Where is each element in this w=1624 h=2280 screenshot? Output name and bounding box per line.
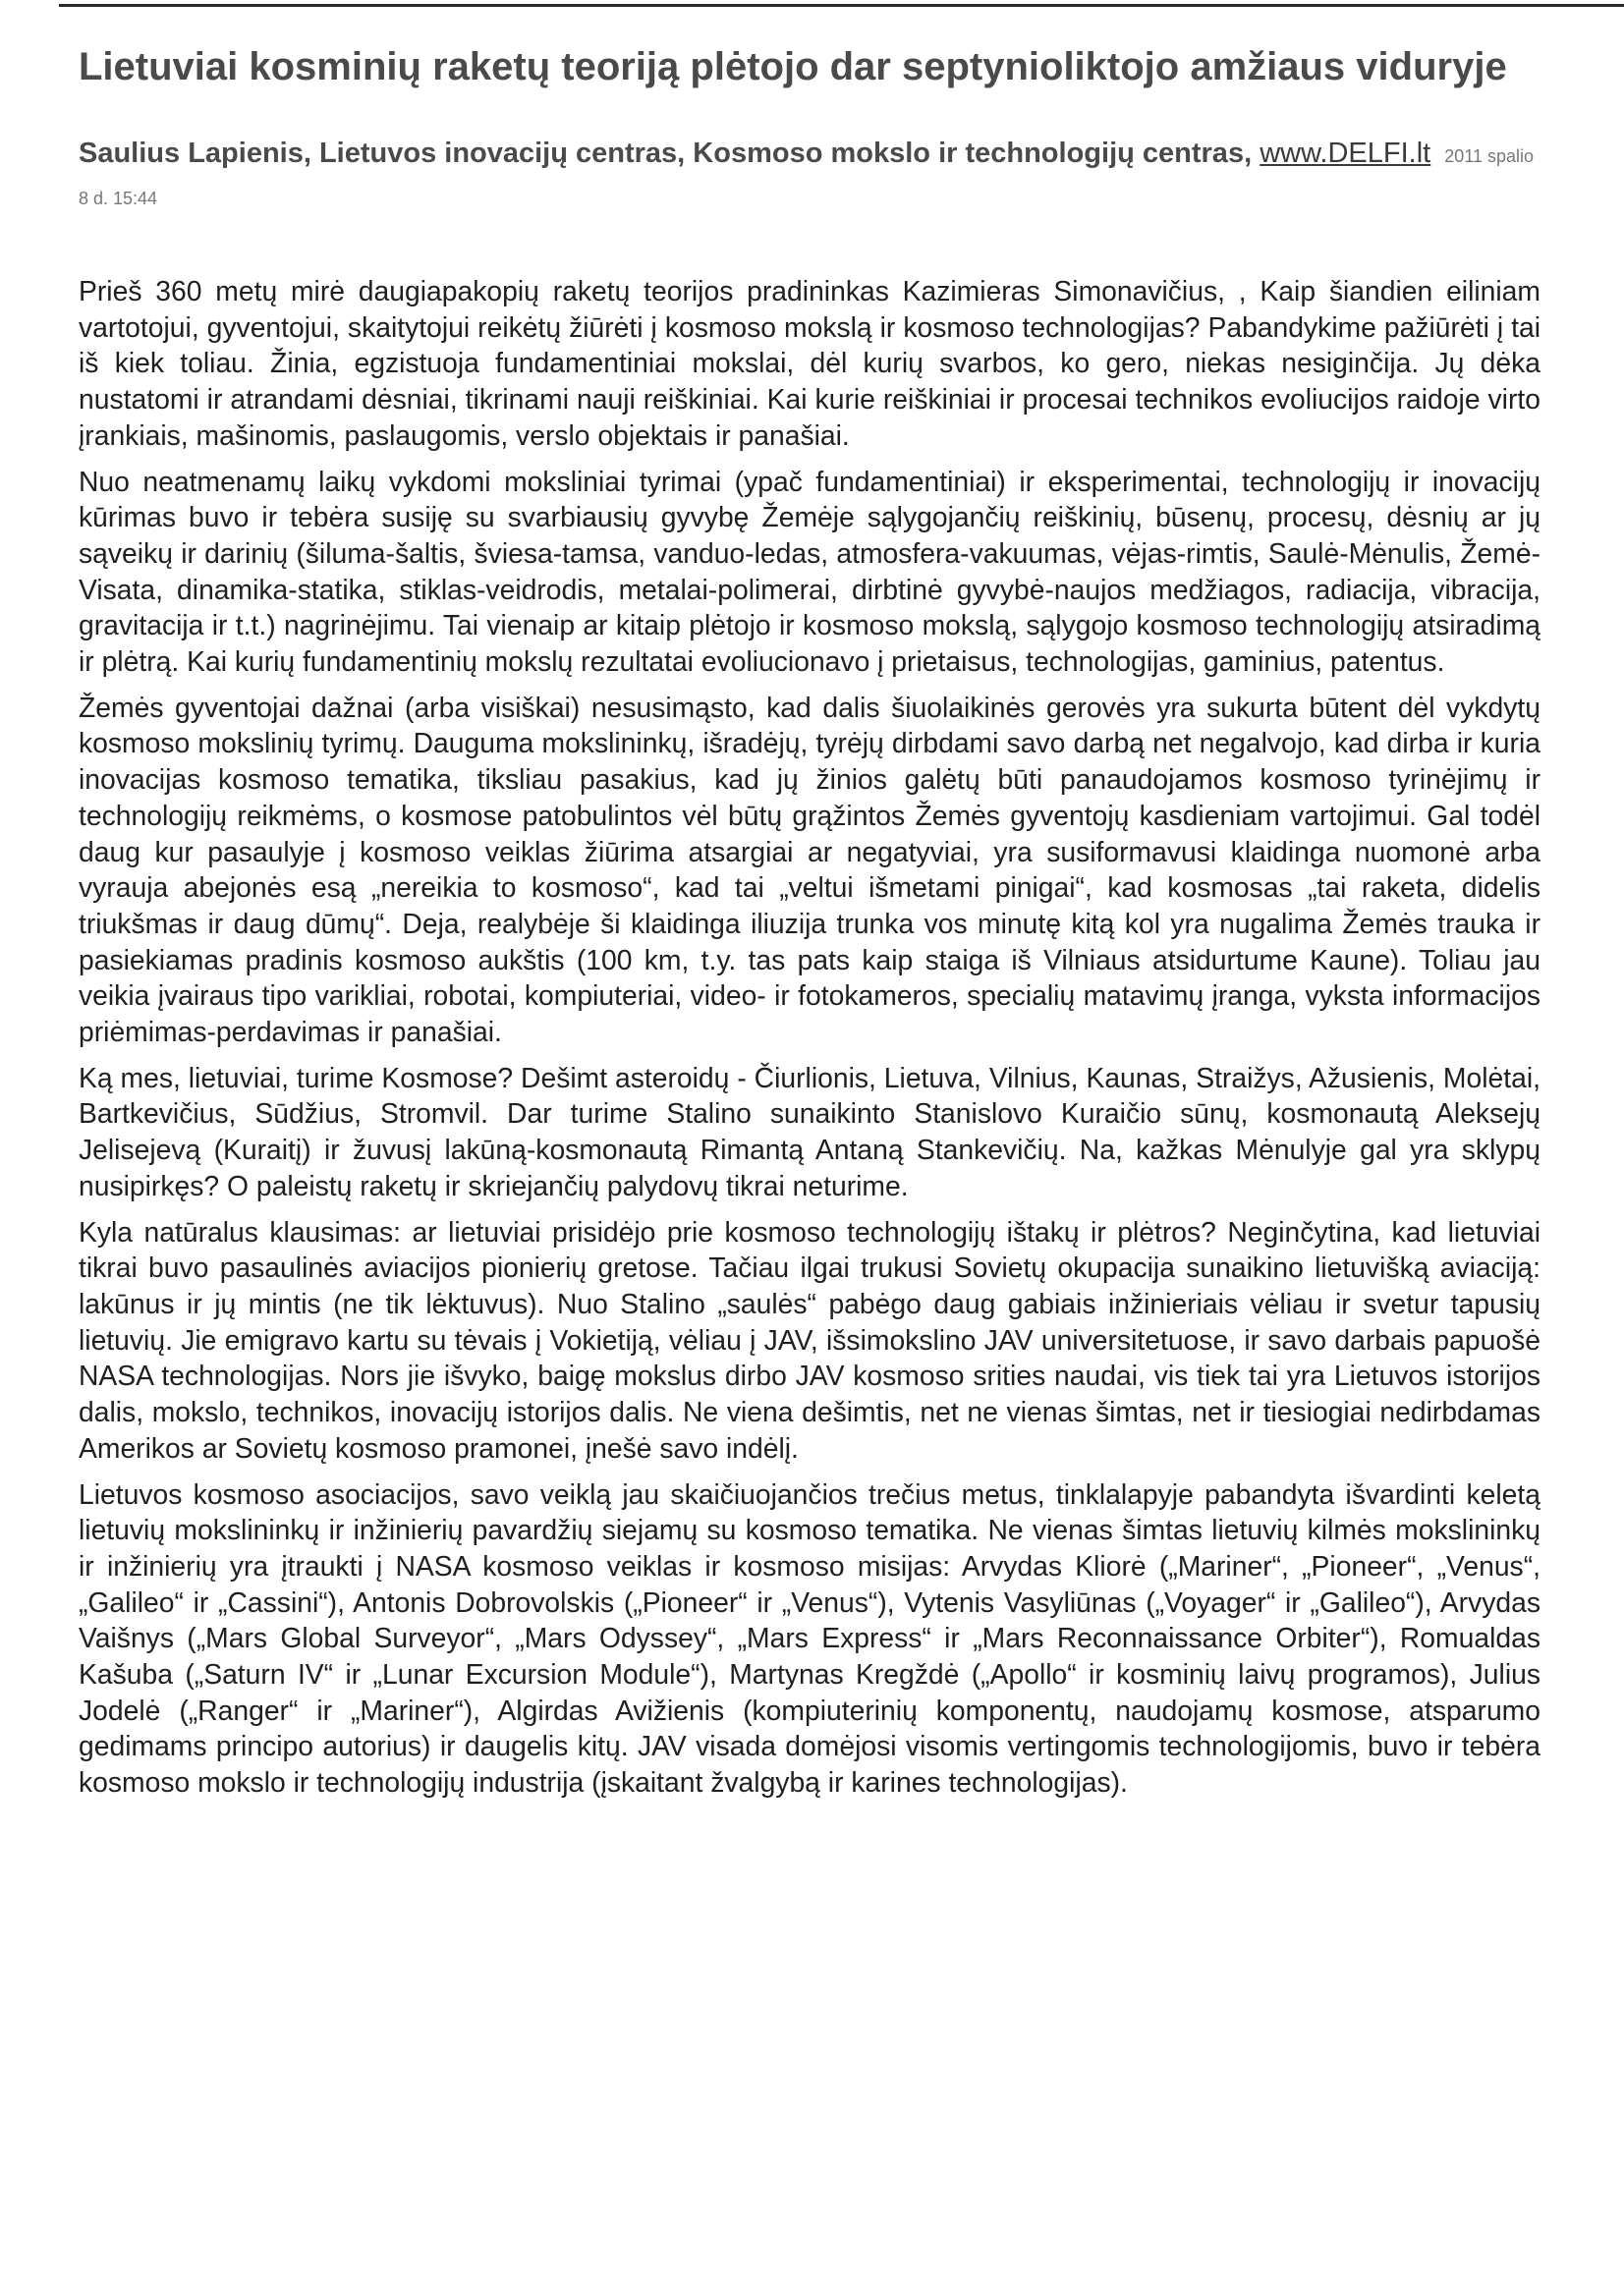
- article-page: [79, 41, 1552, 1810]
- article-body: [79, 273, 1540, 1801]
- article-paragraph: Ką mes, lietuviai, turime Kosmose? Dešimt asteroidų - Čiurlionis, Lietuva, Vilnius, Kaunas, Straižys, Ažusienis, Molėtai, Bartkevičius, Sūdžius, Stromvil. Dar turime Stalino sunaikinto Stanislovo Kuraičio sūnų, kosmonautą Aleksejų Jelisejevą (Kuraitį) ir žuvusį lakūną-kosmonautą Rimantą Antaną Stankevičių. Na, kažkas Mėnulyje gal yra sklypų nusipirkęs? O paleistų raketų ir skriejančių palydovų tikrai neturime.: [79, 1061, 1540, 1201]
- byline-author: Saulius Lapienis, Lietuvos inovacijų centras, Kosmoso mokslo ir technologijų centras,: [79, 138, 1253, 169]
- article-paragraph: Lietuvos kosmoso asociacijos, savo veiklą jau skaičiuojančios trečius metus, tinklalapyje pabandyta išvardinti keletą lietuvių mokslininkų ir inžinierių pavardžių siejamų su kosmoso tematika. Ne vienas šimtas lietuvių kilmės mokslininkų ir inžinierių yra įtraukti į NASA kosmoso veiklas ir kosmoso misijas: Arvydas Kliorė („Mariner“, „Pioneer“, „Venus“, „Galileo“ ir „Cassini“), Antonis Dobrovolskis („Pioneer“ ir „Venus“), Vytenis Vasyliūnas („Voyager“ ir „Galileo“), Arvydas Vaišnys („Mars Global Surveyor“, „Mars Odyssey“, „Mars Express“ ir „Mars Reconnaissance Orbiter“), Romualdas Kašuba („Saturn IV“ ir „Lunar Excursion Module“), Martynas Kregždė („Apollo“ ir kosminių laivų programos), Julius Jodelė („Ranger“ ir „Mariner“), Algirdas Avižienis (kompiuterinių komponentų, naudojamų kosmose, atsparumo gedimams principo autorius) ir daugelis kitų. JAV visada domėjosi visomis vertingomis technologijomis, buvo ir tebėra kosmoso mokslo ir technologijų industrija (įskaitant žvalgybą ir karines technologijas).: [79, 1477, 1540, 1799]
- article-paragraph: Žemės gyventojai dažnai (arba visiškai) nesusimąsto, kad dalis šiuolaikinės gerovės yra sukurta būtent dėl vykdytų kosmoso mokslinių tyrimų. Dauguma mokslininkų, išradėjų, tyrėjų dirbdami savo darbą net negalvojo, kad dirba ir kuria inovacijas kosmoso tematika, tiksliau pasakius, kad jų žinios galėtų būti panaudojamos kosmoso tyrinėjimų ir technologijų reikmėms, o kosmose patobulintos vėl būtų grąžintos Žemės gyventojų kasdieniam vartojimui. Gal todėl daug kur pasaulyje į kosmoso veiklas žiūrima atsargiai ar negatyviai, yra susiformavusi klaidinga nuomonė arba vyrauja abejonės esą „nereikia to kosmoso“, kad tai „veltui išmetami pinigai“, kad kosmosas „tai raketa, didelis triukšmas ir daug dūmų“. Deja, realybėje ši klaidinga iliuzija trunka vos minutę kitą kol yra nugalima Žemės trauka ir pasiekiamas pradinis kosmoso aukštis (100 km, t.y. tas pats kaip staiga iš Vilniaus atsidurtume Kaune). Toliau jau veikia įvairaus tipo varikliai, robotai, kompiuteriai, video- ir fotokameros, specialių matavimų įranga, vyksta informacijos priėmimas-perdavimas ir panašiai.: [79, 691, 1540, 1048]
- page-top-rule: [59, 4, 1624, 7]
- article-paragraph: Kyla natūralus klausimas: ar lietuviai prisidėjo prie kosmoso technologijų ištakų ir plėtros? Neginčytina, kad lietuviai tikrai buvo pasaulinės aviacijos pionierių gretose. Tačiau ilgai trukusi Sovietų okupacija sunaikino lietuvišką aviaciją: lakūnus ir jų mintis (ne tik lėktuvus). Nuo Stalino „saulės“ pabėgo daug gabiais inžinieriais vėliau ir svetur tapusių lietuvių. Jie emigravo kartu su tėvais į Vokietiją, vėliau į JAV, išsimokslino JAV universitetuose, ir savo darbais papuošė NASA technologijas. Nors jie išvyko, baigę mokslus dirbo JAV kosmoso srities naudai, vis tiek tai yra Lietuvos istorijos dalis, mokslo, technikos, inovacijų istorijos dalis. Ne viena dešimtis, net ne vienas šimtas, net ir tiesiogiai nedirbdamas Amerikos ar Sovietų kosmoso pramonei, įnešė savo indėlį.: [79, 1215, 1540, 1464]
- article-title: Lietuviai kosminių raketų teoriją plėtojo dar septynioliktojo amžiaus viduryje: [79, 45, 1507, 88]
- article-byline: [79, 134, 1542, 218]
- article-paragraph: Nuo neatmenamų laikų vykdomi moksliniai tyrimai (ypač fundamentiniai) ir eksperimentai, technologijų ir inovacijų kūrimas buvo ir tebėra susiję su svarbiausių gyvybę Žemėje sąlygojančių reiškinių, būsenų, procesų, dėsnių ar jų sąveikų ir darinių (šiluma-šaltis, šviesa-tamsa, vanduo-ledas, atmosfera-vakuumas, vėjas-rimtis, Saulė-Mėnulis, Žemė-Visata, dinamika-statika, stiklas-veidrodis, metalai-polimerai, dirbtinė gyvybė-naujos medžiagos, radiacija, vibracija, gravitacija ir t.t.) nagrinėjimu. Tai vienaip ar kitaip plėtojo ir kosmoso mokslą, sąlygojo kosmoso technologijų atsiradimą ir plėtrą. Kai kurių fundamentinių mokslų rezultatai evoliucionavo į prietaisus, technologijas, gaminius, patentus.: [79, 465, 1540, 678]
- byline-site-link[interactable]: www.DELFI.lt: [1260, 138, 1431, 169]
- byline-date: 2011 spalio 8 d. 15:44: [79, 146, 1535, 208]
- article-paragraph: Prieš 360 metų mirė daugiapakopių raketų teorijos pradininkas Kazimieras Simonavičius, , Kaip šiandien eiliniam vartotojui, gyventojui, skaitytojui reikėtų žiūrėti į kosmoso mokslą ir kosmoso technologijas? Pabandykime pažiūrėti į tai iš kiek toliau. Žinia, egzistuoja fundamentiniai mokslai, dėl kurių svarbos, ko gero, niekas nesiginčija. Jų dėka nustatomi ir atrandami dėsniai, tikrinami nauji reiškiniai. Kai kurie reiškiniai ir procesai technikos evoliucijos raidoje virto įrankiais, mašinomis, paslaugomis, verslo objektais ir panašiai.: [79, 275, 1540, 451]
